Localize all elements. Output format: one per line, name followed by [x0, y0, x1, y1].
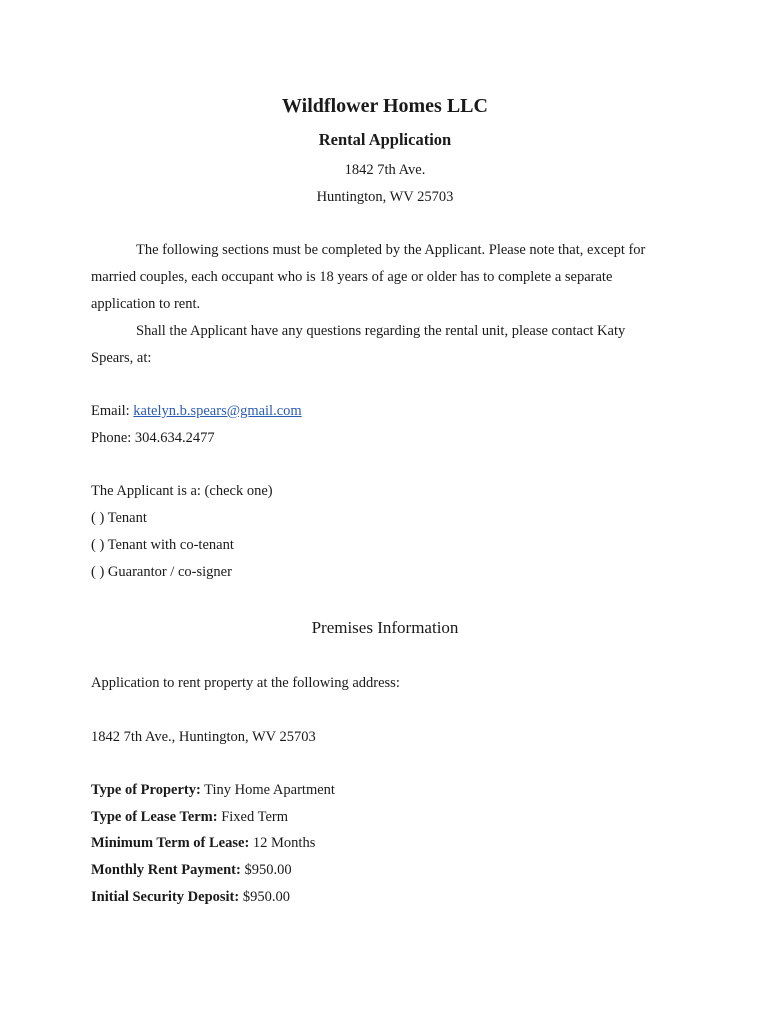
applicant-option-cotenant[interactable]: ( ) Tenant with co-tenant: [91, 537, 234, 553]
company-name: Wildflower Homes LLC: [282, 95, 488, 117]
intro-paragraph1-line1: The following sections must be completed by the Applicant. Please note that, except for: [136, 242, 646, 258]
applicant-type-question: The Applicant is a: (check one): [91, 483, 273, 499]
phone-value: 304.634.2477: [134, 430, 215, 446]
field-value: $950.00: [239, 889, 290, 905]
field-value: Tiny Home Apartment: [200, 782, 335, 798]
document-title: Rental Application: [318, 130, 452, 149]
email-label: Email:: [91, 403, 134, 419]
applicant-option-guarantor[interactable]: ( ) Guarantor / co-signer: [91, 564, 232, 580]
field-label: Minimum Term of Lease:: [91, 835, 250, 851]
phone-line: [91, 429, 215, 447]
field-value: $950.00: [240, 862, 292, 878]
intro-paragraph1-line3: application to rent.: [91, 296, 201, 312]
field-lease-term-type: [91, 808, 288, 826]
field-label: Type of Property:: [91, 782, 201, 798]
field-property-type: [91, 781, 335, 799]
header-address-line1: 1842 7th Ave.: [344, 162, 426, 178]
premises-address: 1842 7th Ave., Huntington, WV 25703: [91, 729, 316, 745]
applicant-option-tenant[interactable]: ( ) Tenant: [91, 510, 147, 526]
premises-intro: Application to rent property at the following address:: [91, 675, 400, 691]
field-label: Monthly Rent Payment:: [91, 862, 241, 878]
field-label: Type of Lease Term:: [91, 809, 218, 825]
header-address-line2: Huntington, WV 25703: [316, 189, 454, 205]
field-value: Fixed Term: [217, 809, 288, 825]
intro-paragraph2-line1: Shall the Applicant have any questions regarding the rental unit, please contact Katy: [136, 323, 626, 339]
premises-section-heading: Premises Information: [311, 618, 459, 637]
field-value: 12 Months: [249, 835, 316, 851]
phone-label: Phone:: [91, 430, 135, 446]
field-monthly-rent: [91, 861, 292, 879]
intro-paragraph2-line2: Spears, at:: [91, 350, 152, 366]
intro-paragraph1-line2: married couples, each occupant who is 18 years of age or older has to complete a separate: [91, 269, 613, 285]
field-minimum-term: [91, 834, 315, 852]
field-security-deposit: [91, 888, 290, 906]
email-line: [91, 402, 302, 420]
field-label: Initial Security Deposit:: [91, 889, 240, 905]
email-link[interactable]: katelyn.b.spears@gmail.com: [133, 403, 302, 419]
